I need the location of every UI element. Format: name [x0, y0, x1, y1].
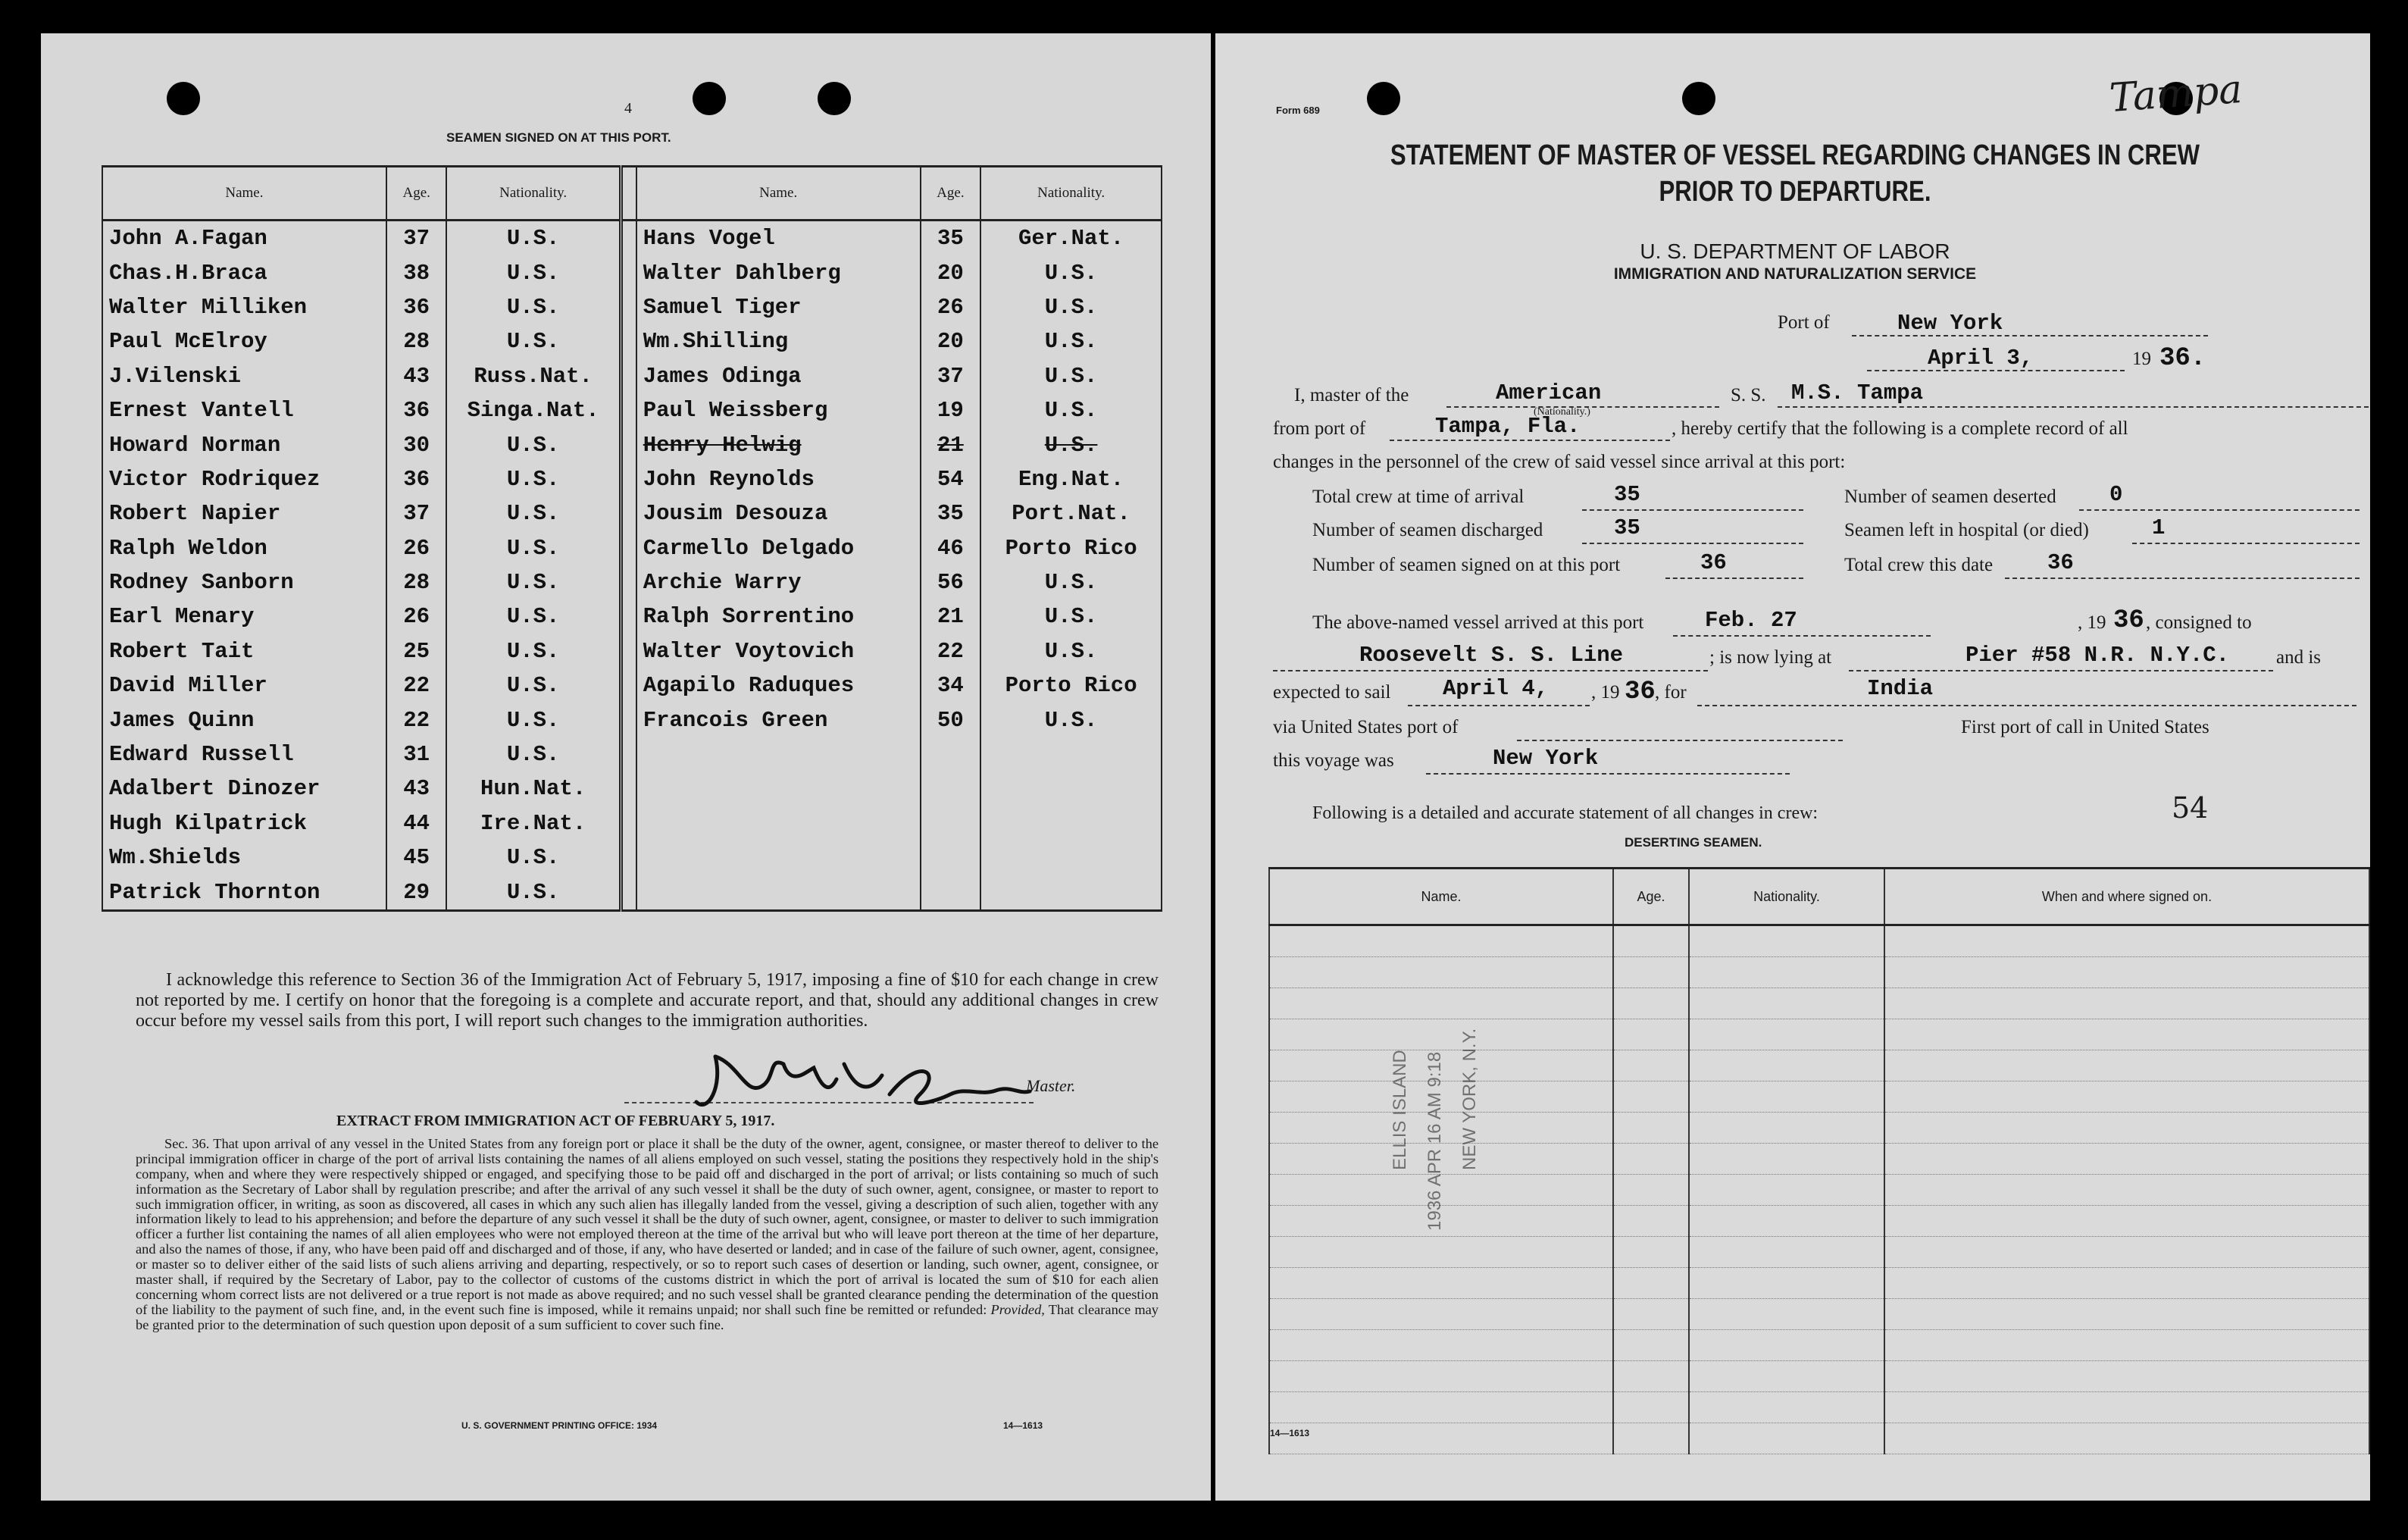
- crew-name: Paul McElroy: [102, 324, 386, 358]
- table-cell: [1613, 957, 1689, 988]
- table-cell: [1613, 1392, 1689, 1423]
- lying-value: Pier #58 N.R. N.Y.C.: [1965, 643, 2230, 668]
- table-cell: [1689, 1330, 1884, 1361]
- table-row: [102, 427, 1162, 462]
- extract-body: Sec. 36. That upon arrival of any vessel in the United States from any foreign port or place it shall be the duty of the owner, agent, consignee, or master thereof to deliver to the principal immigration officer in charge of the port of arrival lists containing the names of all aliens employed on such vessel, stating the positions they respectively hold in the ship's company, when and where they were respectively shipped or engaged, and specifying those to be paid off and discharged in the port of arrival; or lists containing so much of such information as the Secretary of Labor shall by regulation prescribe; and after the arrival of any such vessel it shall be the duty of such owner, agent, consignee, or master to report to such immigration officer, in writing, as soon as discovered, all cases in which any such alien has illegally landed from the vessel, giving a description of such alien, together with any information likely to lead to his apprehension; and before the departure of any such vessel it shall be the duty of such owner, agent, consignee, or master to deliver to such immigration officer a further list containing the names of all alien employees who were not employed thereon at the time of the arrival but who will leave port thereon at the time of her departure, and also the names of those, if any, who have been paid off and discharged and of those, if any, who have deserted or landed; and in case of the failure of such owner, agent, consignee, or master so to deliver either of the said lists of such aliens arriving and departing, respectively, or so to report such cases of desertion or landing, such owner, agent, consignee, or master shall, if required by the Secretary of Labor, pay to the collector of customs of the customs district in which the port of arrival is located the sum of $10 for each alien concerning whom correct lists are not delivered or a true report is not made as above required; and no such vessel shall be granted clearance pending the determination of the question of the liability to the payment of such fine, and, in the event such fine is imposed, while it remains unpaid; nor shall such fine be remitted or refunded:: [136, 1136, 1159, 1317]
- first-port-label: First port of call in United States: [1961, 717, 2209, 737]
- crew-nationality: Hun.Nat.: [446, 772, 621, 806]
- printing-office: U. S. GOVERNMENT PRINTING OFFICE: 1934: [461, 1420, 658, 1431]
- table-row: [102, 772, 1162, 806]
- crew-name: Ralph Sorrentino: [636, 599, 921, 634]
- crew-name: Adalbert Dinozer: [102, 772, 386, 806]
- form-title-line2: PRIOR TO DEPARTURE.: [1659, 175, 1931, 208]
- crew-age: 22: [921, 634, 981, 668]
- crew-age: 36: [386, 393, 447, 427]
- ds-col-age: Age.: [1613, 869, 1689, 925]
- discharged-value: 35: [1614, 515, 1640, 540]
- crew-age: 20: [921, 324, 981, 358]
- table-cell: [1269, 1237, 1613, 1268]
- stamp-line: NEW YORK, N.Y.: [1459, 1028, 1480, 1170]
- crew-nationality: U.S.: [980, 359, 1162, 393]
- col-header-name: Name.: [636, 167, 921, 221]
- crew-name: [636, 840, 921, 875]
- following-text: Following is a detailed and accurate statement of all changes in crew:: [1312, 803, 1819, 823]
- crew-name: John A.Fagan: [102, 221, 386, 256]
- first-port-value: New York: [1493, 746, 1599, 771]
- crew-age: 43: [386, 772, 447, 806]
- crew-age: 36: [386, 462, 447, 496]
- table-cell: [1884, 957, 2369, 988]
- crew-name: Paul Weissberg: [636, 393, 921, 427]
- total-crew-arrival-label: Total crew at time of arrival: [1312, 487, 1525, 507]
- crew-age: 25: [386, 634, 447, 668]
- table-cell: [1884, 1050, 2369, 1081]
- crew-nationality: U.S.: [446, 565, 621, 599]
- table-cell: [1884, 1113, 2369, 1144]
- table-row: [1269, 1392, 2369, 1423]
- table-cell: [1613, 1299, 1689, 1330]
- crew-age: 26: [386, 531, 447, 565]
- crew-name: John Reynolds: [636, 462, 921, 496]
- table-cell: [1689, 925, 1884, 957]
- crew-name: Howard Norman: [102, 427, 386, 462]
- crew-age: 28: [386, 565, 447, 599]
- table-row: [1269, 1423, 2369, 1454]
- table-cell: [1269, 1299, 1613, 1330]
- crew-age: 28: [386, 324, 447, 358]
- form-title-line1: STATEMENT OF MASTER OF VESSEL REGARDING CHANGES IN CREW: [1390, 139, 2200, 171]
- crew-name: Wm.Shields: [102, 840, 386, 875]
- crew-name: Carmello Delgado: [636, 531, 921, 565]
- table-row: [1269, 1237, 2369, 1268]
- table-cell: [1613, 988, 1689, 1019]
- section-title: SEAMEN SIGNED ON AT THIS PORT.: [446, 130, 671, 145]
- arrived-year-prefix: , 19: [2078, 612, 2106, 633]
- crew-nationality: U.S.: [446, 703, 621, 737]
- form-code: 14—1613: [1270, 1428, 1310, 1438]
- table-row: [1269, 1268, 2369, 1299]
- crew-name: James Quinn: [102, 703, 386, 737]
- crew-age: 22: [386, 703, 447, 737]
- crew-name: Agapilo Raduques: [636, 668, 921, 703]
- table-cell: [1613, 1144, 1689, 1175]
- crew-age: 35: [921, 221, 981, 256]
- handwritten-corner: Tampa: [2108, 66, 2244, 122]
- table-cell: [1884, 1392, 2369, 1423]
- table-cell: [1884, 1423, 2369, 1454]
- table-cell: [1689, 1206, 1884, 1237]
- col-header-name: Name.: [102, 167, 386, 221]
- crew-age: 22: [386, 668, 447, 703]
- table-cell: [1613, 1361, 1689, 1392]
- table-row: [102, 359, 1162, 393]
- crew-age: 43: [386, 359, 447, 393]
- sail-year-prefix: , 19: [1591, 682, 1620, 703]
- crew-nationality: U.S.: [446, 496, 621, 531]
- table-cell: [1689, 1299, 1884, 1330]
- crew-name: Walter Dahlberg: [636, 255, 921, 290]
- crew-age: 36: [386, 290, 447, 324]
- nationality-value: American: [1496, 380, 1602, 405]
- crew-nationality: U.S.: [980, 634, 1162, 668]
- crew-age: 50: [921, 703, 981, 737]
- table-cell: [1613, 1237, 1689, 1268]
- right-page: [1215, 33, 2370, 1501]
- table-cell: [1689, 1423, 1884, 1454]
- total-this-date-value: 36: [2047, 550, 2074, 575]
- extract-proviso: That clearance may be granted prior to the determination of such question upon deposit of a sum sufficient to cover such fine.: [136, 1301, 1159, 1332]
- voyage-label: this voyage was: [1273, 750, 1394, 771]
- crew-name: Wm.Shilling: [636, 324, 921, 358]
- crew-name: James Odinga: [636, 359, 921, 393]
- crew-age: 31: [386, 737, 447, 772]
- crew-nationality: U.S.: [446, 221, 621, 256]
- crew-nationality: U.S.: [980, 393, 1162, 427]
- table-row: [102, 255, 1162, 290]
- table-row: [102, 634, 1162, 668]
- crew-age: 54: [921, 462, 981, 496]
- table-row: [102, 290, 1162, 324]
- consigned-label: , consigned to: [2146, 612, 2252, 633]
- crew-nationality: U.S.: [980, 324, 1162, 358]
- crew-name: Samuel Tiger: [636, 290, 921, 324]
- table-cell: [1269, 1423, 1613, 1454]
- table-row: [102, 324, 1162, 358]
- crew-name: Walter Milliken: [102, 290, 386, 324]
- master-label: Master.: [1026, 1076, 1076, 1095]
- ss-label: S. S.: [1731, 385, 1766, 405]
- crew-name: [636, 772, 921, 806]
- deserting-title: DESERTING SEAMEN.: [1625, 835, 1762, 850]
- crew-nationality: U.S.: [446, 255, 621, 290]
- crew-age: [921, 772, 981, 806]
- crew-age: 26: [386, 599, 447, 634]
- destination: India: [1867, 676, 1934, 701]
- crew-age: 26: [921, 290, 981, 324]
- ds-col-when-where: When and where signed on.: [1884, 869, 2369, 925]
- punch-hole: [1367, 82, 1400, 115]
- table-cell: [1884, 1237, 2369, 1268]
- crew-age: 35: [921, 496, 981, 531]
- crew-name: Ernest Vantell: [102, 393, 386, 427]
- crew-name: Jousim Desouza: [636, 496, 921, 531]
- crew-age: [921, 875, 981, 910]
- col-header-age: Age.: [921, 167, 981, 221]
- table-cell: [1689, 1175, 1884, 1206]
- table-cell: [1884, 988, 2369, 1019]
- crew-name: Edward Russell: [102, 737, 386, 772]
- crew-age: 56: [921, 565, 981, 599]
- crew-nationality: U.S.: [446, 668, 621, 703]
- table-cell: [1269, 925, 1613, 957]
- certify-text: , hereby certify that the following is a complete record of all: [1672, 418, 2128, 439]
- table-row: [102, 531, 1162, 565]
- crew-age: 37: [386, 496, 447, 531]
- crew-name: Hugh Kilpatrick: [102, 806, 386, 840]
- signed-on-label: Number of seamen signed on at this port: [1312, 555, 1621, 575]
- table-row: [102, 840, 1162, 875]
- crew-name: Earl Menary: [102, 599, 386, 634]
- lying-label: ; is now lying at: [1709, 647, 1832, 668]
- form-number: Form 689: [1276, 105, 1320, 116]
- crew-age: [921, 840, 981, 875]
- crew-name: Rodney Sanborn: [102, 565, 386, 599]
- expected-label: expected to sail: [1273, 682, 1391, 703]
- crew-age: 38: [386, 255, 447, 290]
- table-cell: [1613, 1423, 1689, 1454]
- table-cell: [1884, 1206, 2369, 1237]
- table-cell: [1269, 1268, 1613, 1299]
- consignee: Roosevelt S. S. Line: [1359, 643, 1624, 668]
- arrived-label: The above-named vessel arrived at this port: [1312, 612, 1644, 633]
- crew-name: David Miller: [102, 668, 386, 703]
- stamp-line: 1936 APR 16 AM 9:18: [1424, 1051, 1445, 1231]
- crew-name: Archie Warry: [636, 565, 921, 599]
- crew-age: 37: [386, 221, 447, 256]
- crew-nationality: U.S.: [446, 737, 621, 772]
- table-cell: [1689, 1361, 1884, 1392]
- hospital-label: Seamen left in hospital (or died): [1844, 520, 2089, 540]
- table-row: [1269, 957, 2369, 988]
- form-title: [1320, 138, 2271, 210]
- table-row: [1269, 1330, 2369, 1361]
- crew-nationality: U.S.: [446, 599, 621, 634]
- crew-nationality: [980, 840, 1162, 875]
- table-cell: [1613, 1268, 1689, 1299]
- crew-name: Chas.H.Braca: [102, 255, 386, 290]
- table-cell: [1689, 988, 1884, 1019]
- for-label: , for: [1655, 682, 1687, 703]
- table-cell: [1689, 1237, 1884, 1268]
- table-row: [102, 221, 1162, 256]
- table-cell: [1884, 925, 2369, 957]
- ellis-island-stamp: [1390, 1003, 1496, 1231]
- master-of-label: I, master of the: [1294, 385, 1409, 405]
- ds-col-name: Name.: [1269, 869, 1613, 925]
- table-cell: [1884, 1175, 2369, 1206]
- punch-hole: [1682, 82, 1715, 115]
- table-cell: [1269, 957, 1613, 988]
- crew-nationality: U.S.: [980, 427, 1162, 462]
- port-value: New York: [1897, 311, 2003, 336]
- crew-nationality: [980, 875, 1162, 910]
- table-cell: [1613, 1113, 1689, 1144]
- table-cell: [1269, 1392, 1613, 1423]
- ss-value: M.S. Tampa: [1791, 380, 1924, 405]
- hospital-value: 1: [2152, 515, 2166, 540]
- handwritten-number: 54: [2172, 791, 2209, 825]
- crew-name: Hans Vogel: [636, 221, 921, 256]
- sail-date: April 4,: [1443, 676, 1549, 701]
- table-cell: [1689, 1392, 1884, 1423]
- table-cell: [1613, 925, 1689, 957]
- crew-name: Francois Green: [636, 703, 921, 737]
- table-row: [102, 806, 1162, 840]
- table-row: [102, 668, 1162, 703]
- table-cell: [1613, 1330, 1689, 1361]
- crew-nationality: Singa.Nat.: [446, 393, 621, 427]
- table-cell: [1689, 1019, 1884, 1050]
- table-cell: [1613, 1019, 1689, 1050]
- total-crew-arrival: 35: [1614, 482, 1640, 507]
- form-code: 14—1613: [1003, 1420, 1043, 1431]
- deserted-value: 0: [2109, 482, 2123, 507]
- crew-nationality: Port.Nat.: [980, 496, 1162, 531]
- col-header-nationality: Nationality.: [446, 167, 621, 221]
- crew-age: 37: [921, 359, 981, 393]
- crew-nationality: U.S.: [446, 290, 621, 324]
- table-cell: [1689, 957, 1884, 988]
- arrived-year: 36: [2113, 606, 2144, 635]
- crew-name: Walter Voytovich: [636, 634, 921, 668]
- deserted-label: Number of seamen deserted: [1844, 487, 2056, 507]
- sail-year: 36: [1625, 678, 1656, 706]
- crew-nationality: Ger.Nat.: [980, 221, 1162, 256]
- crew-age: 46: [921, 531, 981, 565]
- table-row: [102, 599, 1162, 634]
- crew-nationality: Porto Rico: [980, 531, 1162, 565]
- crew-name: [636, 737, 921, 772]
- crew-age: [921, 737, 981, 772]
- crew-name: Robert Napier: [102, 496, 386, 531]
- crew-age: 19: [921, 393, 981, 427]
- crew-age: 20: [921, 255, 981, 290]
- extract-title: EXTRACT FROM IMMIGRATION ACT OF FEBRUARY 5, 1917.: [336, 1113, 775, 1129]
- from-port-value: Tampa, Fla.: [1435, 414, 1581, 439]
- crew-name: Ralph Weldon: [102, 531, 386, 565]
- crew-age: 44: [386, 806, 447, 840]
- table-cell: [1689, 1050, 1884, 1081]
- crew-name: [636, 875, 921, 910]
- crew-nationality: U.S.: [980, 599, 1162, 634]
- crew-nationality: U.S.: [446, 875, 621, 910]
- table-cell: [1689, 1268, 1884, 1299]
- table-row: [1269, 1299, 2369, 1330]
- table-cell: [1613, 1206, 1689, 1237]
- discharged-label: Number of seamen discharged: [1312, 520, 1543, 540]
- crew-nationality: [980, 737, 1162, 772]
- port-label: Port of: [1778, 312, 1830, 333]
- crew-age: [921, 806, 981, 840]
- crew-name: Patrick Thornton: [102, 875, 386, 910]
- crew-name: Robert Tait: [102, 634, 386, 668]
- crew-nationality: U.S.: [446, 531, 621, 565]
- table-cell: [1884, 1361, 2369, 1392]
- ds-col-nationality: Nationality.: [1689, 869, 1884, 925]
- table-cell: [1884, 1299, 2369, 1330]
- table-row: [102, 393, 1162, 427]
- crew-age: 45: [386, 840, 447, 875]
- table-row: [1269, 1361, 2369, 1392]
- table-cell: [1884, 1019, 2369, 1050]
- crew-nationality: U.S.: [446, 427, 621, 462]
- punch-hole: [167, 82, 200, 115]
- crew-nationality: U.S.: [980, 565, 1162, 599]
- table-cell: [1884, 1144, 2369, 1175]
- crew-nationality: U.S.: [446, 840, 621, 875]
- crew-age: 34: [921, 668, 981, 703]
- department: U. S. DEPARTMENT OF LABOR: [1640, 239, 1950, 263]
- table-row: [102, 737, 1162, 772]
- changes-text: changes in the personnel of the crew of said vessel since arrival at this port:: [1273, 452, 1846, 472]
- table-row: [102, 703, 1162, 737]
- and-is: and is: [2276, 647, 2322, 668]
- crew-nationality: Porto Rico: [980, 668, 1162, 703]
- crew-name: Victor Rodriquez: [102, 462, 386, 496]
- punch-hole: [818, 82, 851, 115]
- table-row: [102, 565, 1162, 599]
- col-header-age: Age.: [386, 167, 447, 221]
- stamp-line: ELLIS ISLAND: [1390, 1050, 1410, 1170]
- left-page: [41, 33, 1211, 1501]
- crew-nationality: U.S.: [446, 324, 621, 358]
- crew-signed-on-table: [102, 165, 1162, 912]
- service: IMMIGRATION AND NATURALIZATION SERVICE: [1613, 265, 1977, 283]
- date-year-prefix: 19: [2132, 349, 2151, 369]
- crew-nationality: Russ.Nat.: [446, 359, 621, 393]
- crew-nationality: U.S.: [980, 255, 1162, 290]
- signed-on-value: 36: [1700, 550, 1727, 575]
- date-value: April 3,: [1928, 346, 2034, 371]
- table-cell: [1884, 1268, 2369, 1299]
- table-row: [102, 875, 1162, 910]
- date-year: 36.: [2159, 344, 2206, 373]
- crew-nationality: U.S.: [980, 703, 1162, 737]
- table-cell: [1613, 1081, 1689, 1113]
- table-cell: [1269, 1330, 1613, 1361]
- crew-nationality: U.S.: [980, 290, 1162, 324]
- crew-nationality: Ire.Nat.: [446, 806, 621, 840]
- col-header-nationality: Nationality.: [980, 167, 1162, 221]
- crew-nationality: U.S.: [446, 634, 621, 668]
- table-row: [102, 496, 1162, 531]
- table-cell: [1613, 1175, 1689, 1206]
- nationality-caption: (Nationality.): [1534, 406, 1590, 418]
- arrived-value: Feb. 27: [1705, 608, 1797, 633]
- table-cell: [1884, 1330, 2369, 1361]
- table-cell: [1613, 1050, 1689, 1081]
- table-cell: [1689, 1081, 1884, 1113]
- table-cell: [1689, 1113, 1884, 1144]
- punch-hole: [693, 82, 726, 115]
- crew-age: 30: [386, 427, 447, 462]
- table-row: [102, 462, 1162, 496]
- crew-name: J.Vilenski: [102, 359, 386, 393]
- from-port-label: from port of: [1273, 418, 1366, 439]
- acknowledgment-text: I acknowledge this reference to Section 36 of the Immigration Act of February 5, 1917, imposing a fine of $10 for each change in crew not reported by me. I certify on honor that the foregoing is a complete and accurate report, and that, should any additional changes in crew occur before my vessel sails from this port, I will report such changes to the immigration authorities.: [136, 970, 1159, 1031]
- table-cell: [1689, 1144, 1884, 1175]
- total-this-date-label: Total crew this date: [1844, 555, 1994, 575]
- table-row: [1269, 925, 2369, 957]
- via-label: via United States port of: [1273, 717, 1459, 737]
- extract-text: [136, 1137, 1159, 1332]
- crew-name: [636, 806, 921, 840]
- crew-age: 21: [921, 599, 981, 634]
- crew-age: 29: [386, 875, 447, 910]
- crew-nationality: U.S.: [446, 462, 621, 496]
- crew-nationality: [980, 806, 1162, 840]
- crew-nationality: [980, 772, 1162, 806]
- crew-name: Henry Helwig: [636, 427, 921, 462]
- crew-age: 21: [921, 427, 981, 462]
- page-number: 4: [624, 100, 632, 117]
- extract-proviso-label: Provided,: [990, 1301, 1045, 1317]
- crew-nationality: Eng.Nat.: [980, 462, 1162, 496]
- table-cell: [1269, 1361, 1613, 1392]
- table-cell: [1884, 1081, 2369, 1113]
